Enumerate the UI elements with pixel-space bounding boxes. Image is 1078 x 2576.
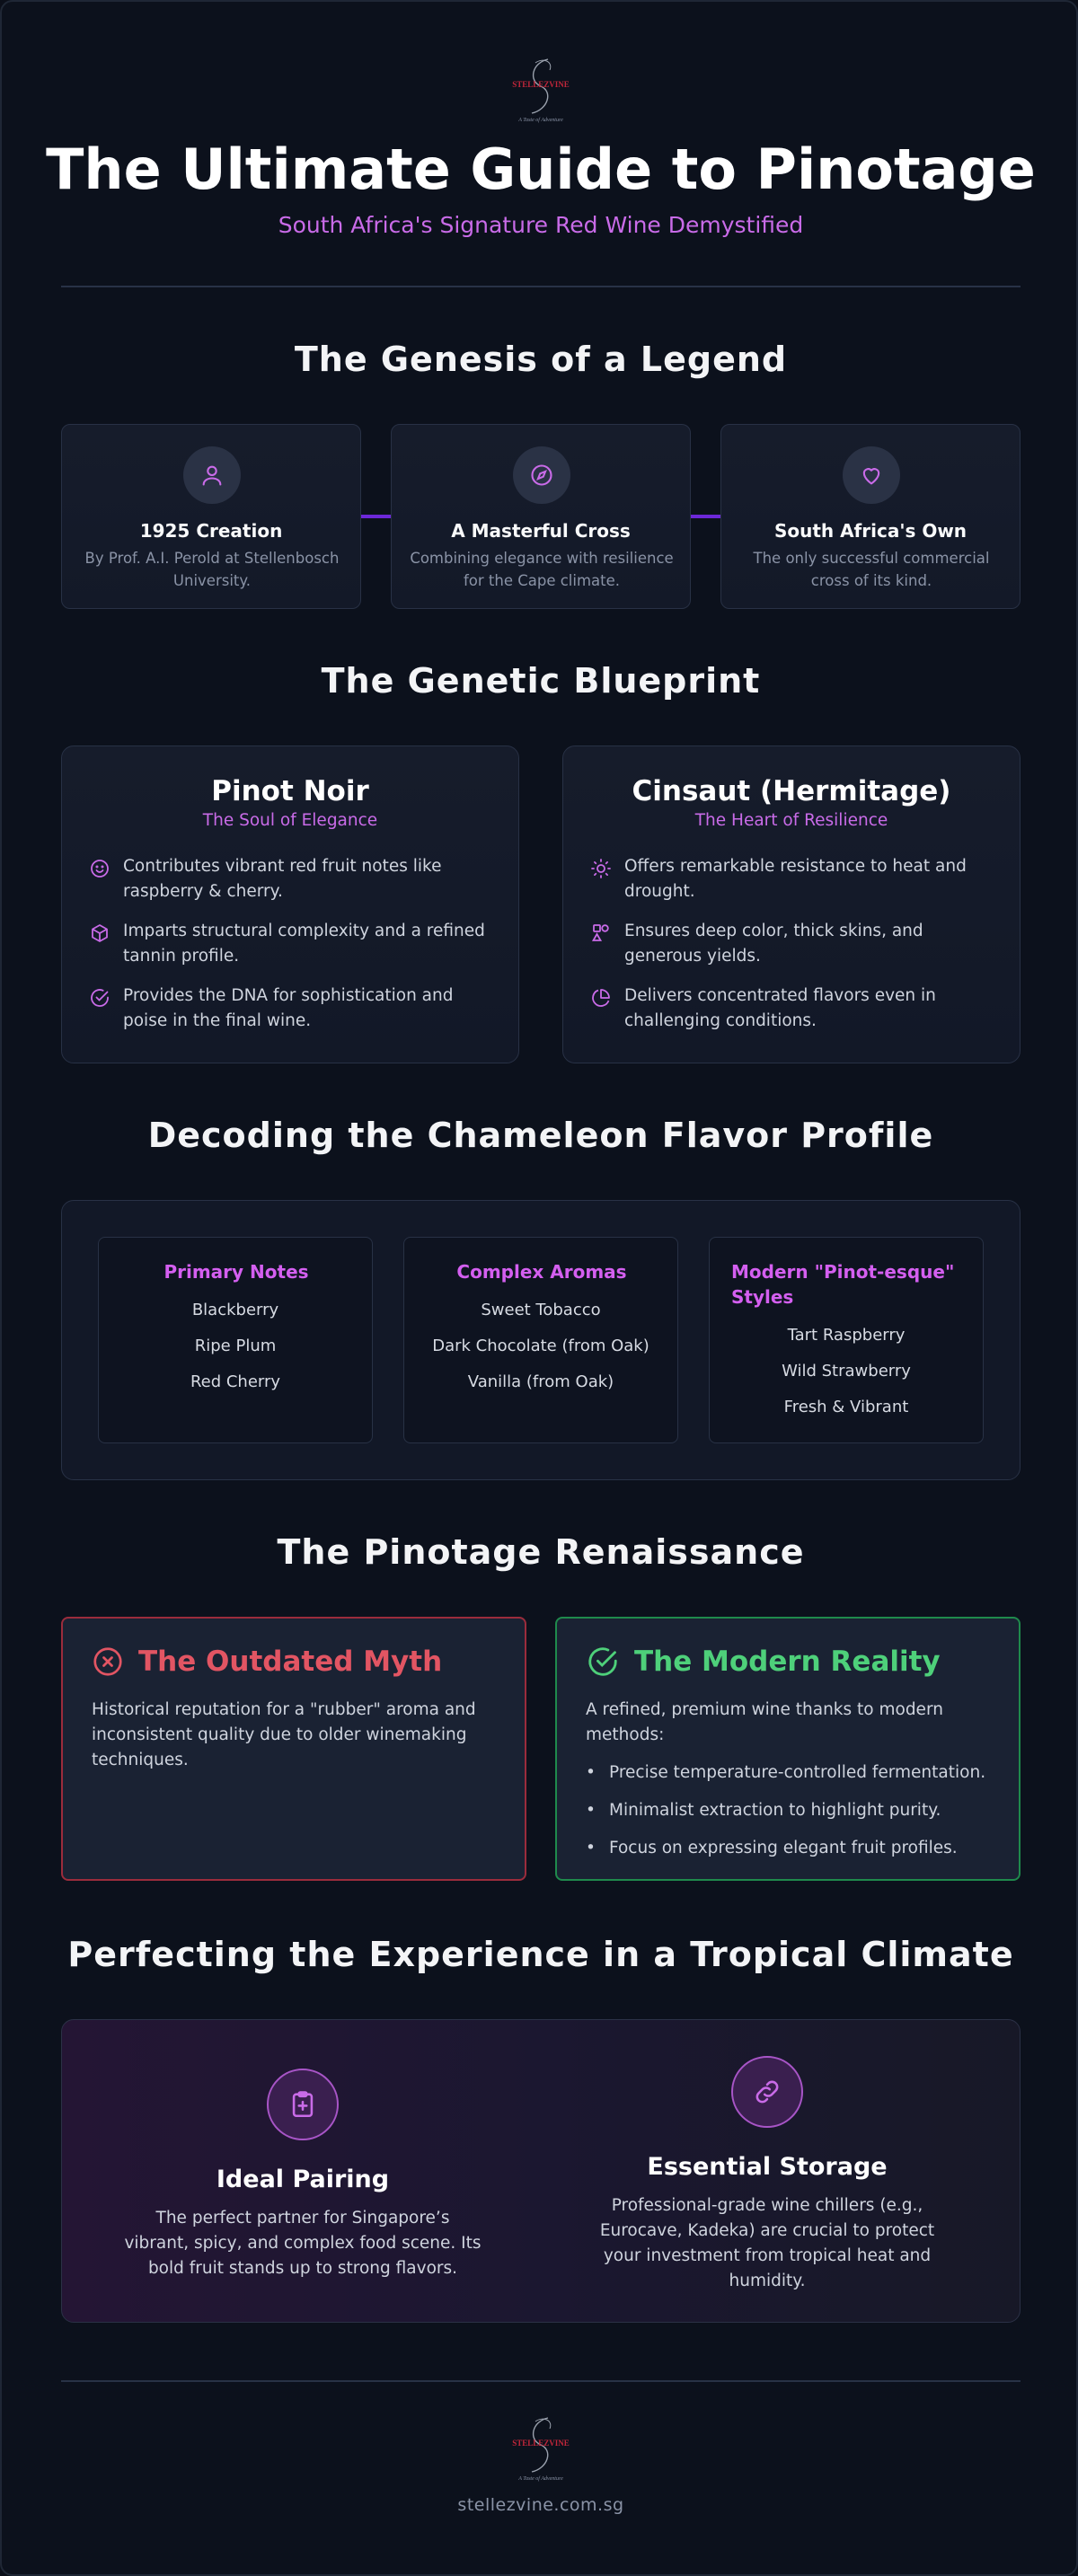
- reality-card-text: A refined, premium wine thanks to modern methods:: [586, 1700, 943, 1744]
- check-circle-icon: [89, 987, 110, 1009]
- flavor-note: Blackberry: [191, 1301, 279, 1319]
- tropical-item-text: The perfect partner for Singapore’s vibrant, spicy, and complex food scene. Its bold fruit stands up to strong flavors.: [124, 2209, 482, 2278]
- section-title-blueprint: The Genetic Blueprint: [321, 661, 761, 701]
- user-icon: [183, 446, 241, 504]
- flavor-note: Ripe Plum: [194, 1337, 277, 1355]
- myth-card-header: [92, 1644, 442, 1680]
- divider: [61, 2380, 1021, 2382]
- flavor-column-heading: Modern "Pinot-esque" Styles: [731, 1261, 955, 1308]
- blueprint-card-cinsaut: [562, 745, 1021, 1063]
- footer-logo: [496, 2413, 586, 2484]
- flavor-note: Fresh & Vibrant: [783, 1398, 909, 1416]
- compass-icon: [513, 446, 570, 504]
- flavor-column: [709, 1237, 984, 1443]
- flavor-note: Wild Strawberry: [782, 1362, 911, 1381]
- blueprint-item-text: Provides the DNA for sophistication and poise in the final wine.: [123, 986, 454, 1030]
- genesis-card-desc: Combining elegance with resilience for the Cape climate.: [410, 550, 674, 589]
- tropical-panel: [61, 2019, 1021, 2323]
- genesis-card: [720, 424, 1021, 609]
- blueprint-card-subtitle: The Heart of Resilience: [694, 811, 888, 830]
- clipboard-plus-icon: [267, 2069, 339, 2140]
- pie-chart-icon: [590, 987, 612, 1009]
- blueprint-item-text: Contributes vibrant red fruit notes like raspberry & cherry.: [123, 857, 442, 901]
- flavor-column: [98, 1237, 373, 1443]
- tropical-item-pairing: [96, 2069, 509, 2281]
- flavor-note: Tart Raspberry: [787, 1326, 906, 1345]
- blueprint-item-text: Imparts structural complexity and a refined tannin profile.: [123, 922, 485, 966]
- reality-card: [555, 1617, 1021, 1881]
- genesis-card-title: A Masterful Cross: [451, 520, 631, 542]
- list-item: • Precise temperature-controlled fermentation.: [586, 1760, 1008, 1786]
- page-subtitle: South Africa's Signature Red Wine Demystified: [278, 212, 804, 238]
- shapes-icon: [590, 922, 612, 944]
- myth-card: [61, 1617, 526, 1881]
- genesis-card-title: South Africa's Own: [773, 520, 968, 542]
- link-icon: [731, 2056, 803, 2128]
- list-item: • Focus on expressing elegant fruit profiles.: [586, 1836, 1008, 1861]
- tropical-item-title: Ideal Pairing: [216, 2166, 390, 2193]
- genesis-card-desc: By Prof. A.I. Perold at Stellenbosch University.: [84, 550, 340, 589]
- tropical-item-text: Professional-grade wine chillers (e.g., Eurocave, Kadeka) are crucial to protect your investment from tropical heat and humidity.: [599, 2196, 935, 2290]
- divider: [61, 286, 1021, 287]
- flavor-column-heading: Primary Notes: [163, 1261, 309, 1283]
- flavor-note: Red Cherry: [190, 1372, 281, 1391]
- smile-icon: [89, 858, 110, 879]
- flavor-panel: [61, 1200, 1021, 1480]
- svg-text:STELLEZVINE: STELLEZVINE: [512, 80, 570, 89]
- section-title-genesis: The Genesis of a Legend: [294, 340, 788, 379]
- check-circle-icon: [586, 1645, 620, 1679]
- blueprint-card-title: Pinot Noir: [211, 775, 369, 807]
- section-title-renaissance: The Pinotage Renaissance: [277, 1532, 805, 1572]
- flavor-note: Sweet Tobacco: [481, 1301, 601, 1319]
- flavor-note: Dark Chocolate (from Oak): [432, 1337, 649, 1355]
- sun-icon: [590, 858, 612, 879]
- tropical-item-title: Essential Storage: [647, 2153, 888, 2181]
- footer-url[interactable]: stellezvine.com.sg: [457, 2495, 624, 2515]
- tropical-item-storage: [561, 2056, 974, 2294]
- blueprint-card-title: Cinsaut (Hermitage): [632, 775, 951, 807]
- blueprint-item-text: Delivers concentrated flavors even in challenging conditions.: [624, 986, 936, 1030]
- timeline-connector: [361, 515, 393, 518]
- myth-card-text: Historical reputation for a "rubber" aroma and inconsistent quality due to older winemaking techniques.: [92, 1700, 476, 1769]
- svg-text:STELLEZVINE: STELLEZVINE: [512, 2439, 570, 2448]
- genesis-card: [391, 424, 691, 609]
- svg-text:A Taste of Adventure: A Taste of Adventure: [518, 118, 563, 123]
- genesis-card: [61, 424, 361, 609]
- reality-list: [586, 1760, 1008, 1874]
- reality-card-title: The Modern Reality: [634, 1645, 941, 1678]
- blueprint-card-subtitle: The Soul of Elegance: [202, 811, 378, 830]
- flavor-note: Vanilla (from Oak): [467, 1372, 614, 1391]
- brand-logo: [496, 54, 586, 126]
- reality-card-header: [586, 1644, 941, 1680]
- flavor-column: [403, 1237, 678, 1443]
- myth-card-title: The Outdated Myth: [138, 1645, 443, 1678]
- page-title: The Ultimate Guide to Pinotage: [46, 137, 1036, 202]
- heart-icon: [843, 446, 900, 504]
- blueprint-card-pinot-noir: [61, 745, 519, 1063]
- genesis-card-desc: The only successful commercial cross of its kind.: [753, 550, 990, 589]
- list-item: • Minimalist extraction to highlight purity.: [586, 1798, 1008, 1823]
- section-title-flavor: Decoding the Chameleon Flavor Profile: [147, 1116, 934, 1155]
- x-circle-icon: [92, 1645, 124, 1678]
- cube-icon: [89, 922, 110, 944]
- svg-text:A Taste of Adventure: A Taste of Adventure: [518, 2476, 563, 2482]
- genesis-card-title: 1925 Creation: [139, 520, 283, 542]
- flavor-column-heading: Complex Aromas: [456, 1261, 627, 1283]
- timeline-connector: [690, 515, 722, 518]
- section-title-tropical: Perfecting the Experience in a Tropical Climate: [67, 1935, 1014, 1974]
- blueprint-item-text: Ensures deep color, thick skins, and generous yields.: [624, 922, 923, 966]
- blueprint-item-text: Offers remarkable resistance to heat and drought.: [624, 857, 967, 901]
